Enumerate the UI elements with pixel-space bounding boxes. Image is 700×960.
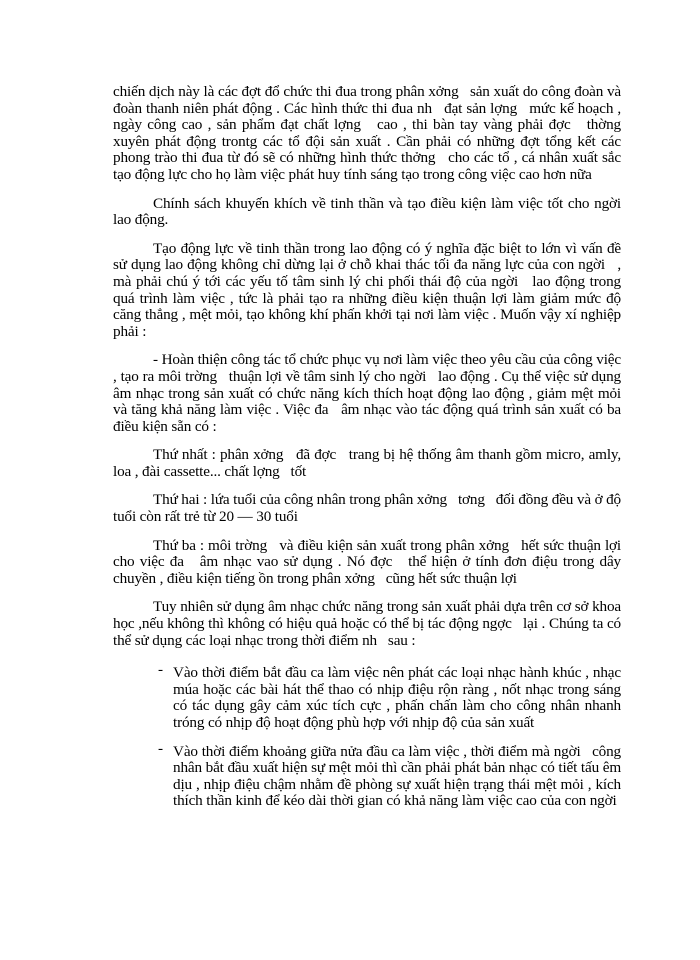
bullet-dash-icon: - (158, 739, 163, 757)
paragraph-hoan-thien: - Hoàn thiện công tác tổ chức phục vụ nơi làm việc theo yêu cầu của công việc , tạo ra môi trờng thuận lợi về tâm sinh lý cho ngời lao động . Cụ thể việc sử dụng âm nhạc trong sản xuất có chức năng kích thích hoạt động lao động , giảm mệt mỏi và tăng khả năng làm việc . Việc đa âm nhạc vào tác động quá trình sản xuất có ba điều kiện sẵn có : (113, 351, 625, 435)
paragraph-thu-ba: Thứ ba : môi trờng và điều kiện sản xuất trong phân xởng hết sức thuận lợi cho việc đa âm nhạc vao sử dụng . Nó đợc thể hiện ở tính đơn điệu trong dây chuyền , điều kiện tiếng ồn trong phân xởng cũng hết sức thuận lợi (113, 536, 625, 587)
paragraph-thi-dua: chiến dịch này là các đợt đổ chức thi đua trong phân xởng sản xuất do công đoàn và đoàn thanh niên phát động . Các hình thức thi đua nh đạt sản lợng mức kế hoạch , ngày công cao , sản phẩm đạt chất lợng cao , thi bàn tay vàng phải đợc thờng xuyên phát động trontg các tổ đội sản xuất . Cần phải có những đợt tổng kết các phong trào thi đua từ đó sẽ có những hình thức thởng cho các tổ , cá nhân xuất sắc tạo động lực cho họ làm việc phát huy tính sáng tạo trong công việc cao hơn nữa (113, 83, 632, 183)
bullet-dash-icon: - (158, 661, 163, 679)
paragraph-chinh-sach-heading: Chính sách khuyến khích về tinh thần và tạo điều kiện làm việc tốt cho ngời lao động. (113, 194, 632, 229)
paragraph-thu-hai: Thứ hai : lứa tuổi của công nhân trong phân xởng tơng đối đồng đều và ở độ tuổi còn rất trẻ từ 20 — 30 tuổi (113, 491, 625, 526)
bullet-text: Vào thời điểm bắt đầu ca làm việc nên phát các loại nhạc hành khúc , nhạc múa hoặc các bài hát thể thao có nhịp điệu rộn ràng , nốt nhạc trong sáng có tác dụng gây cảm xúc tích cực , phấn chấn làm cho công nhân nhanh tróng có nhịp độ hoạt động phù hợp với nhịp độ của sản xuất (173, 664, 625, 731)
bullet-text: Vào thời điểm khoảng giữa nửa đầu ca làm việc , thời điểm mà ngời công nhân bắt đầu xuất hiện sự mệt mỏi thì cần phải phát bản nhạc có tiết tấu êm dịu , nhịp điệu chậm nhằm đề phòng sự xuất hiện trạng thái mệt mỏi , kích thích thần kinh để kéo dài thời gian có khả năng làm việc cao của con ngời (173, 742, 625, 810)
bullet-item-giua-ca (113, 739, 625, 810)
paragraph-thu-nhat: Thứ nhất : phân xởng đã đợc trang bị hệ thống âm thanh gồm micro, amly, loa , đài cassette... chất lợng tốt (113, 446, 625, 480)
bullet-item-dau-ca (113, 661, 625, 731)
paragraph-tuy-nhien: Tuy nhiên sử dụng âm nhạc chức năng trong sản xuất phải dựa trên cơ sở khoa học ,nếu không thì không có hiệu quả hoặc có thể bị tác động ngợc lại . Chúng ta có thể sử dụng các loại nhạc trong thời điểm nh sau : (113, 598, 625, 649)
paragraph-tao-dong-luc: Tạo động lực về tinh thần trong lao động có ý nghĩa đặc biệt to lớn vì vấn đề sử dụng lao động không chỉ dừng lại ở chỗ khai thác tối đa năng lực của con ngời , mà phải chú ý tới các yếu tố tâm sinh lý chi phối thái độ của ngời lao động trong quá trình làm việc , tức là phải tạo ra những điều kiện thuận lợi làm giảm mức độ căng thẳng , mệt mỏi, tạo không khí phấn khởi tại nơi làm việc . Muốn vậy xí nghiệp phải : (113, 239, 625, 340)
document-page (113, 83, 632, 822)
